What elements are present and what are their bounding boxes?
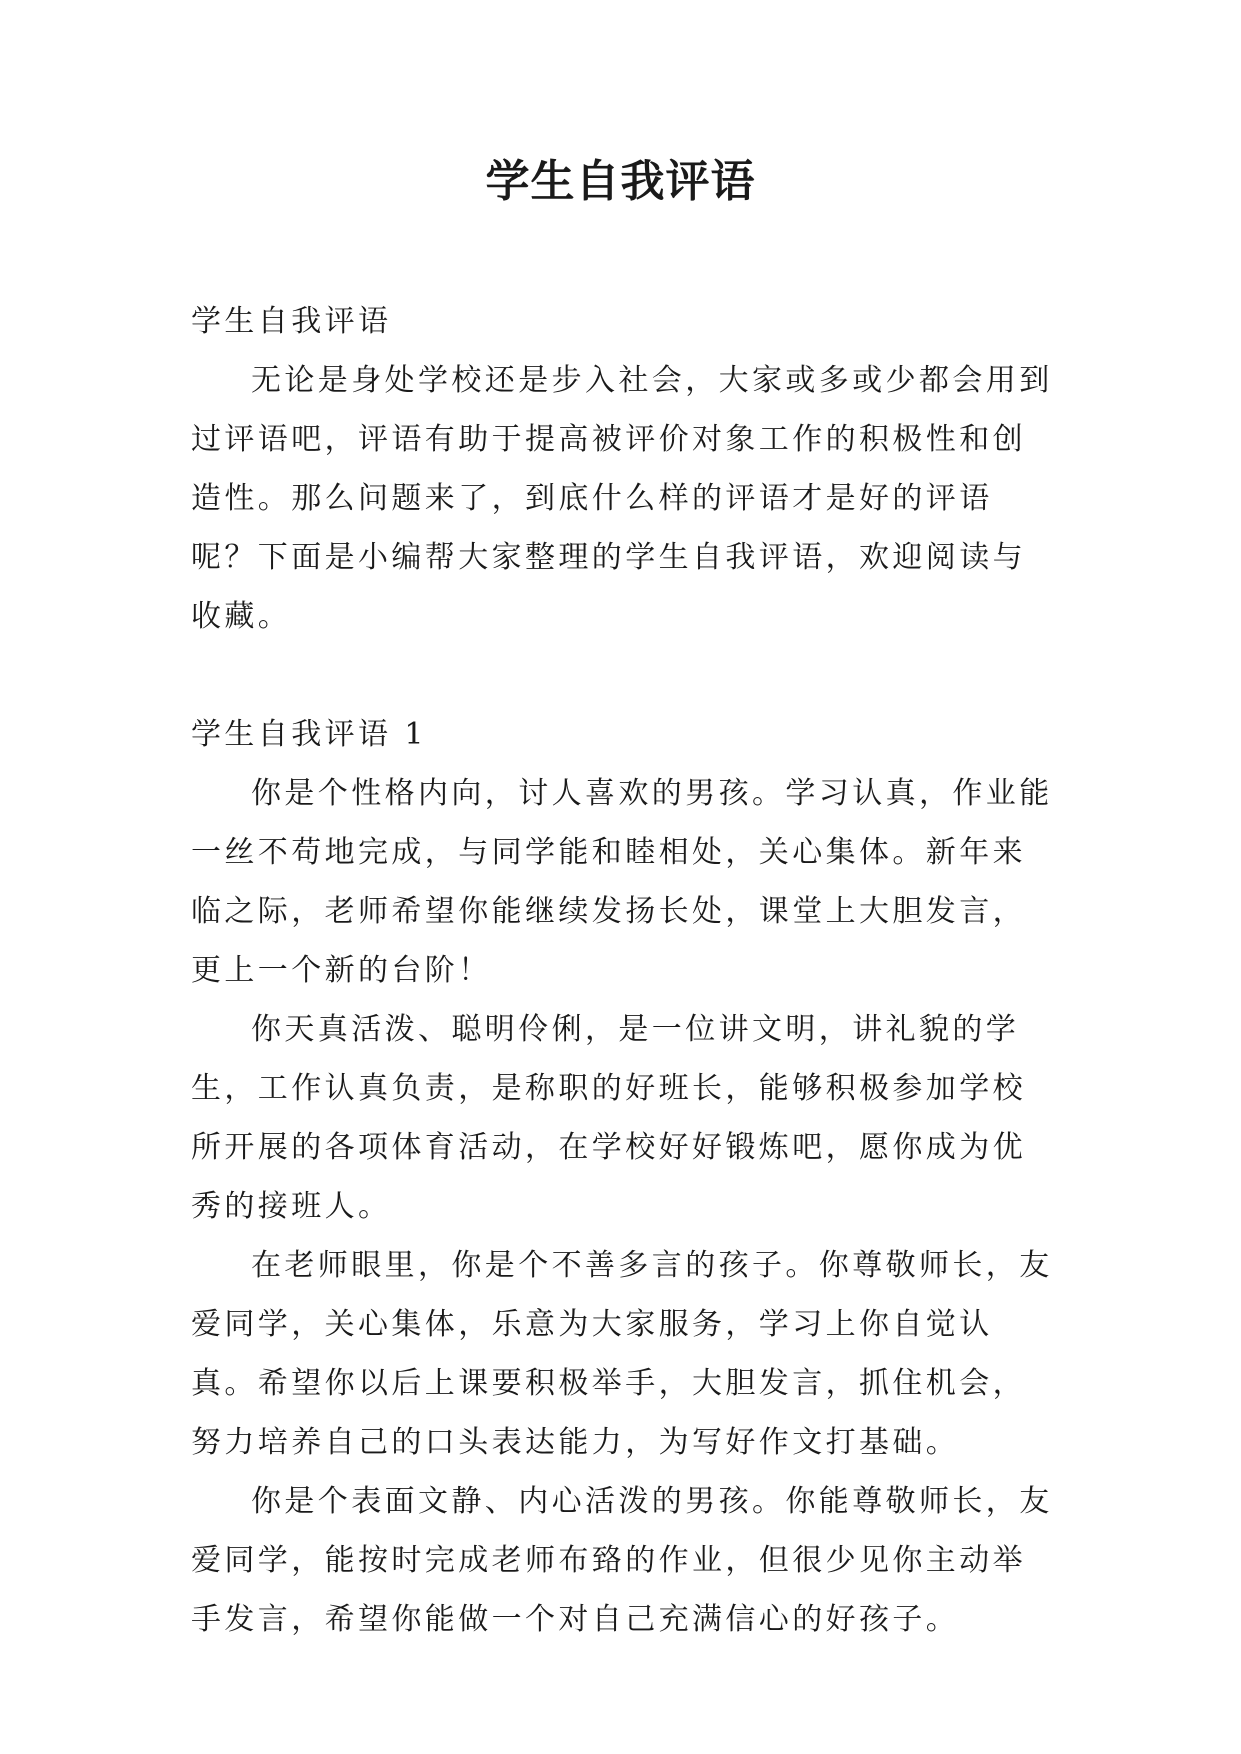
intro-paragraph: 无论是身处学校还是步入社会，大家或多或少都会用到过评语吧，评语有助于提高被评价对象工作的积极性和创造性。那么问题来了，到底什么样的评语才是好的评语呢？下面是小编帮大家整理的学生自我评语，欢迎阅读与收藏。 — [191, 363, 1053, 634]
paragraph-gap — [191, 646, 1055, 705]
document-subtitle: 学生自我评语 — [191, 304, 392, 339]
document-title: 学生自我评语 — [485, 156, 756, 207]
document-body — [191, 292, 1055, 1649]
comment-paragraph-3: 在老师眼里，你是个不善多言的孩子。你尊敬师长，友爱同学，关心集体，乐意为大家服务，学习上你自觉认真。希望你以后上课要积极举手，大胆发言，抓住机会，努力培养自己的口头表达能力，为写好作文打基础。 — [191, 1248, 1053, 1460]
comment-paragraph-2: 你天真活泼、聪明伶俐，是一位讲文明，讲礼貌的学生，工作认真负责，是称职的好班长，能够积极参加学校所开展的各项体育活动，在学校好好锻炼吧，愿你成为优秀的接班人。 — [191, 1012, 1026, 1224]
section-heading: 学生自我评语 1 — [191, 717, 427, 752]
comment-paragraph-1: 你是个性格内向，讨人喜欢的男孩。学习认真，作业能一丝不苟地完成，与同学能和睦相处，关心集体。新年来临之际，老师希望你能继续发扬长处，课堂上大胆发言，更上一个新的台阶！ — [191, 776, 1053, 988]
comment-paragraph-4: 你是个表面文静、内心活泼的男孩。你能尊敬师长，友爱同学，能按时完成老师布臵的作业，但很少见你主动举手发言，希望你能做一个对自己充满信心的好孩子。 — [191, 1484, 1053, 1637]
